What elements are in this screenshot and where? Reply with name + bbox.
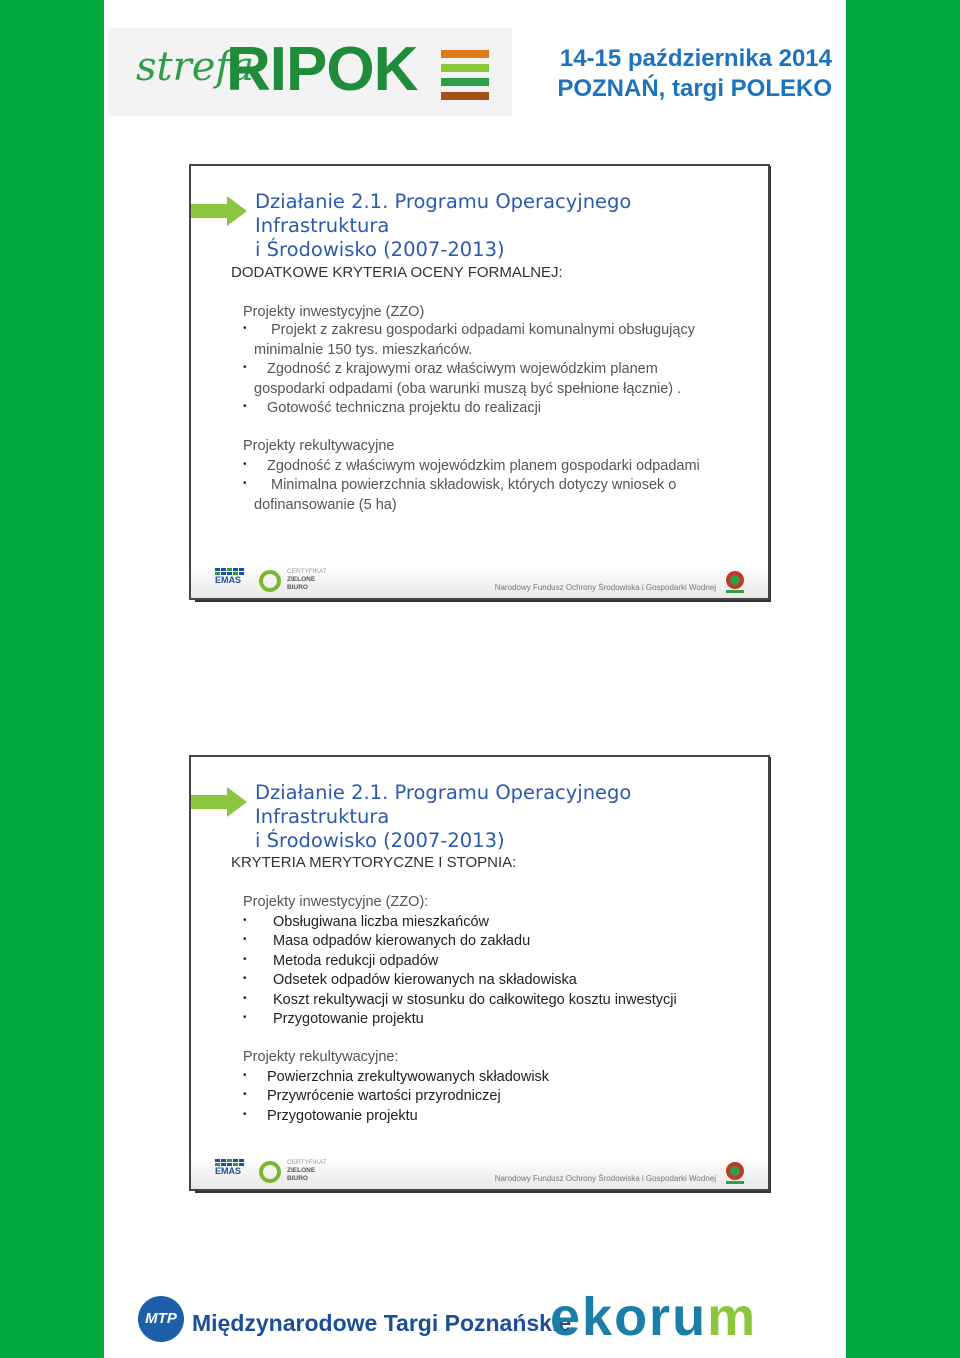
emas-logo bbox=[215, 568, 247, 594]
section-heading: KRYTERIA MERYTORYCZNE I STOPNIA: bbox=[231, 854, 517, 871]
slide-footer bbox=[191, 1157, 768, 1189]
bullet-icon: • bbox=[243, 915, 247, 926]
slide-title bbox=[255, 781, 755, 853]
list-item: Gotowość techniczna projektu do realizacji bbox=[267, 400, 542, 416]
left-green-bar bbox=[0, 0, 104, 1358]
cert-line: ZIELONE bbox=[287, 1167, 316, 1174]
cert-line: BIURO bbox=[287, 584, 308, 591]
zielone-biuro-certificate bbox=[259, 1159, 329, 1185]
group-title: Projekty rekultywacyjne bbox=[243, 438, 395, 454]
emas-label: EMAS bbox=[215, 575, 242, 585]
slide-title-line: Działanie 2.1. Programu Operacyjnego Infrastruktura bbox=[255, 190, 632, 237]
bullet-icon: • bbox=[243, 478, 247, 489]
mtp-logo-icon: MTP bbox=[138, 1296, 184, 1342]
list-item: Zgodność z właściwym wojewódzkim planem gospodarki odpadami bbox=[267, 458, 700, 474]
certificate-text bbox=[287, 1159, 327, 1183]
event-date: 14-15 października 2014 bbox=[559, 45, 832, 72]
bullet-icon: • bbox=[243, 1012, 247, 1023]
logo-stripe bbox=[441, 78, 489, 86]
slide-footer bbox=[191, 566, 768, 598]
footer-text: Narodowy Fundusz Ochrony Środowiska i Gospodarki Wodnej bbox=[494, 583, 716, 592]
right-green-bar bbox=[846, 0, 960, 1358]
zielone-biuro-certificate bbox=[259, 568, 329, 594]
cert-line: CERTYFIKAT bbox=[287, 568, 327, 575]
list-item: Powierzchnia zrekultywowanych składowisk bbox=[267, 1069, 550, 1085]
footer-text: Narodowy Fundusz Ochrony Środowiska i Gospodarki Wodnej bbox=[494, 1174, 716, 1183]
certificate-icon bbox=[259, 1161, 281, 1183]
slide-2 bbox=[189, 755, 770, 1191]
cert-line: ZIELONE bbox=[287, 576, 316, 583]
bullet-icon: • bbox=[243, 323, 247, 334]
nfos-logo-icon bbox=[724, 1161, 746, 1185]
list-item: Projekt z zakresu gospodarki odpadami komunalnymi obsługujący bbox=[271, 322, 695, 338]
group-title: Projekty rekultywacyjne: bbox=[243, 1049, 399, 1065]
arrow-icon bbox=[191, 196, 247, 226]
list-item: Przygotowanie projektu bbox=[273, 1011, 424, 1027]
bullet-icon: • bbox=[243, 401, 247, 412]
slide-title-line: i Środowisko (2007-2013) bbox=[255, 238, 505, 261]
bullet-icon: • bbox=[243, 934, 247, 945]
ekorum-logo bbox=[550, 1286, 757, 1348]
bullet-icon: • bbox=[243, 459, 247, 470]
emas-label: EMAS bbox=[215, 1166, 242, 1176]
emas-logo bbox=[215, 1159, 247, 1185]
slide-title-line: Działanie 2.1. Programu Operacyjnego Infrastruktura bbox=[255, 781, 632, 828]
list-item: gospodarki odpadami (oba warunki muszą być spełnione łącznie) . bbox=[254, 381, 682, 397]
bullet-icon: • bbox=[243, 1070, 247, 1081]
slide-title bbox=[255, 190, 755, 262]
cert-line: BIURO bbox=[287, 1175, 308, 1182]
bullet-icon: • bbox=[243, 1109, 247, 1120]
bullet-icon: • bbox=[243, 1089, 247, 1100]
certificate-icon bbox=[259, 570, 281, 592]
mtp-name: Międzynarodowe Targi Poznańskie bbox=[192, 1310, 572, 1336]
list-item: Koszt rekultywacji w stosunku do całkowitego kosztu inwestycji bbox=[273, 992, 677, 1008]
certificate-text bbox=[287, 568, 327, 592]
event-info bbox=[557, 44, 832, 104]
section-heading: DODATKOWE KRYTERIA OCENY FORMALNEJ: bbox=[231, 264, 563, 281]
bottom-logos bbox=[128, 1287, 828, 1350]
list-item: dofinansowanie (5 ha) bbox=[254, 497, 397, 513]
ekorum-end-text: m bbox=[707, 1287, 758, 1347]
logo-stripe bbox=[441, 50, 489, 58]
logo-ripok-text: RIPOK bbox=[226, 35, 418, 104]
logo-stripe bbox=[441, 92, 489, 100]
logo-stripes bbox=[441, 50, 489, 100]
list-item: Przygotowanie projektu bbox=[267, 1108, 418, 1124]
bullet-icon: • bbox=[243, 362, 247, 373]
list-item: Masa odpadów kierowanych do zakładu bbox=[273, 933, 531, 949]
nfos-logo-icon bbox=[724, 570, 746, 594]
slide-title-line: i Środowisko (2007-2013) bbox=[255, 829, 505, 852]
logo-strefa-text: strefa bbox=[136, 44, 255, 90]
bullet-icon: • bbox=[243, 993, 247, 1004]
list-item: Zgodność z krajowymi oraz właściwym wojewódzkim planem bbox=[267, 361, 658, 377]
list-item: Przywrócenie wartości przyrodniczej bbox=[267, 1088, 501, 1104]
bullet-icon: • bbox=[243, 973, 247, 984]
group-title: Projekty inwestycyjne (ZZO) bbox=[243, 304, 425, 320]
list-item: Minimalna powierzchnia składowisk, których dotyczy wniosek o bbox=[271, 477, 677, 493]
slide-1 bbox=[189, 164, 770, 600]
list-item: minimalnie 150 tys. mieszkańców. bbox=[254, 342, 473, 358]
bullet-icon: • bbox=[243, 954, 247, 965]
list-item: Odsetek odpadów kierowanych na składowiska bbox=[273, 972, 577, 988]
arrow-icon bbox=[191, 787, 247, 817]
strefa-ripok-logo bbox=[108, 28, 512, 116]
group-title: Projekty inwestycyjne (ZZO): bbox=[243, 894, 429, 910]
ekorum-main-text: ekoru bbox=[550, 1287, 708, 1347]
list-item: Obsługiwana liczba mieszkańców bbox=[273, 914, 489, 930]
logo-stripe bbox=[441, 64, 489, 72]
list-item: Metoda redukcji odpadów bbox=[273, 953, 439, 969]
cert-line: CERTYFIKAT bbox=[287, 1159, 327, 1166]
event-location: POZNAŃ, targi POLEKO bbox=[557, 75, 832, 102]
